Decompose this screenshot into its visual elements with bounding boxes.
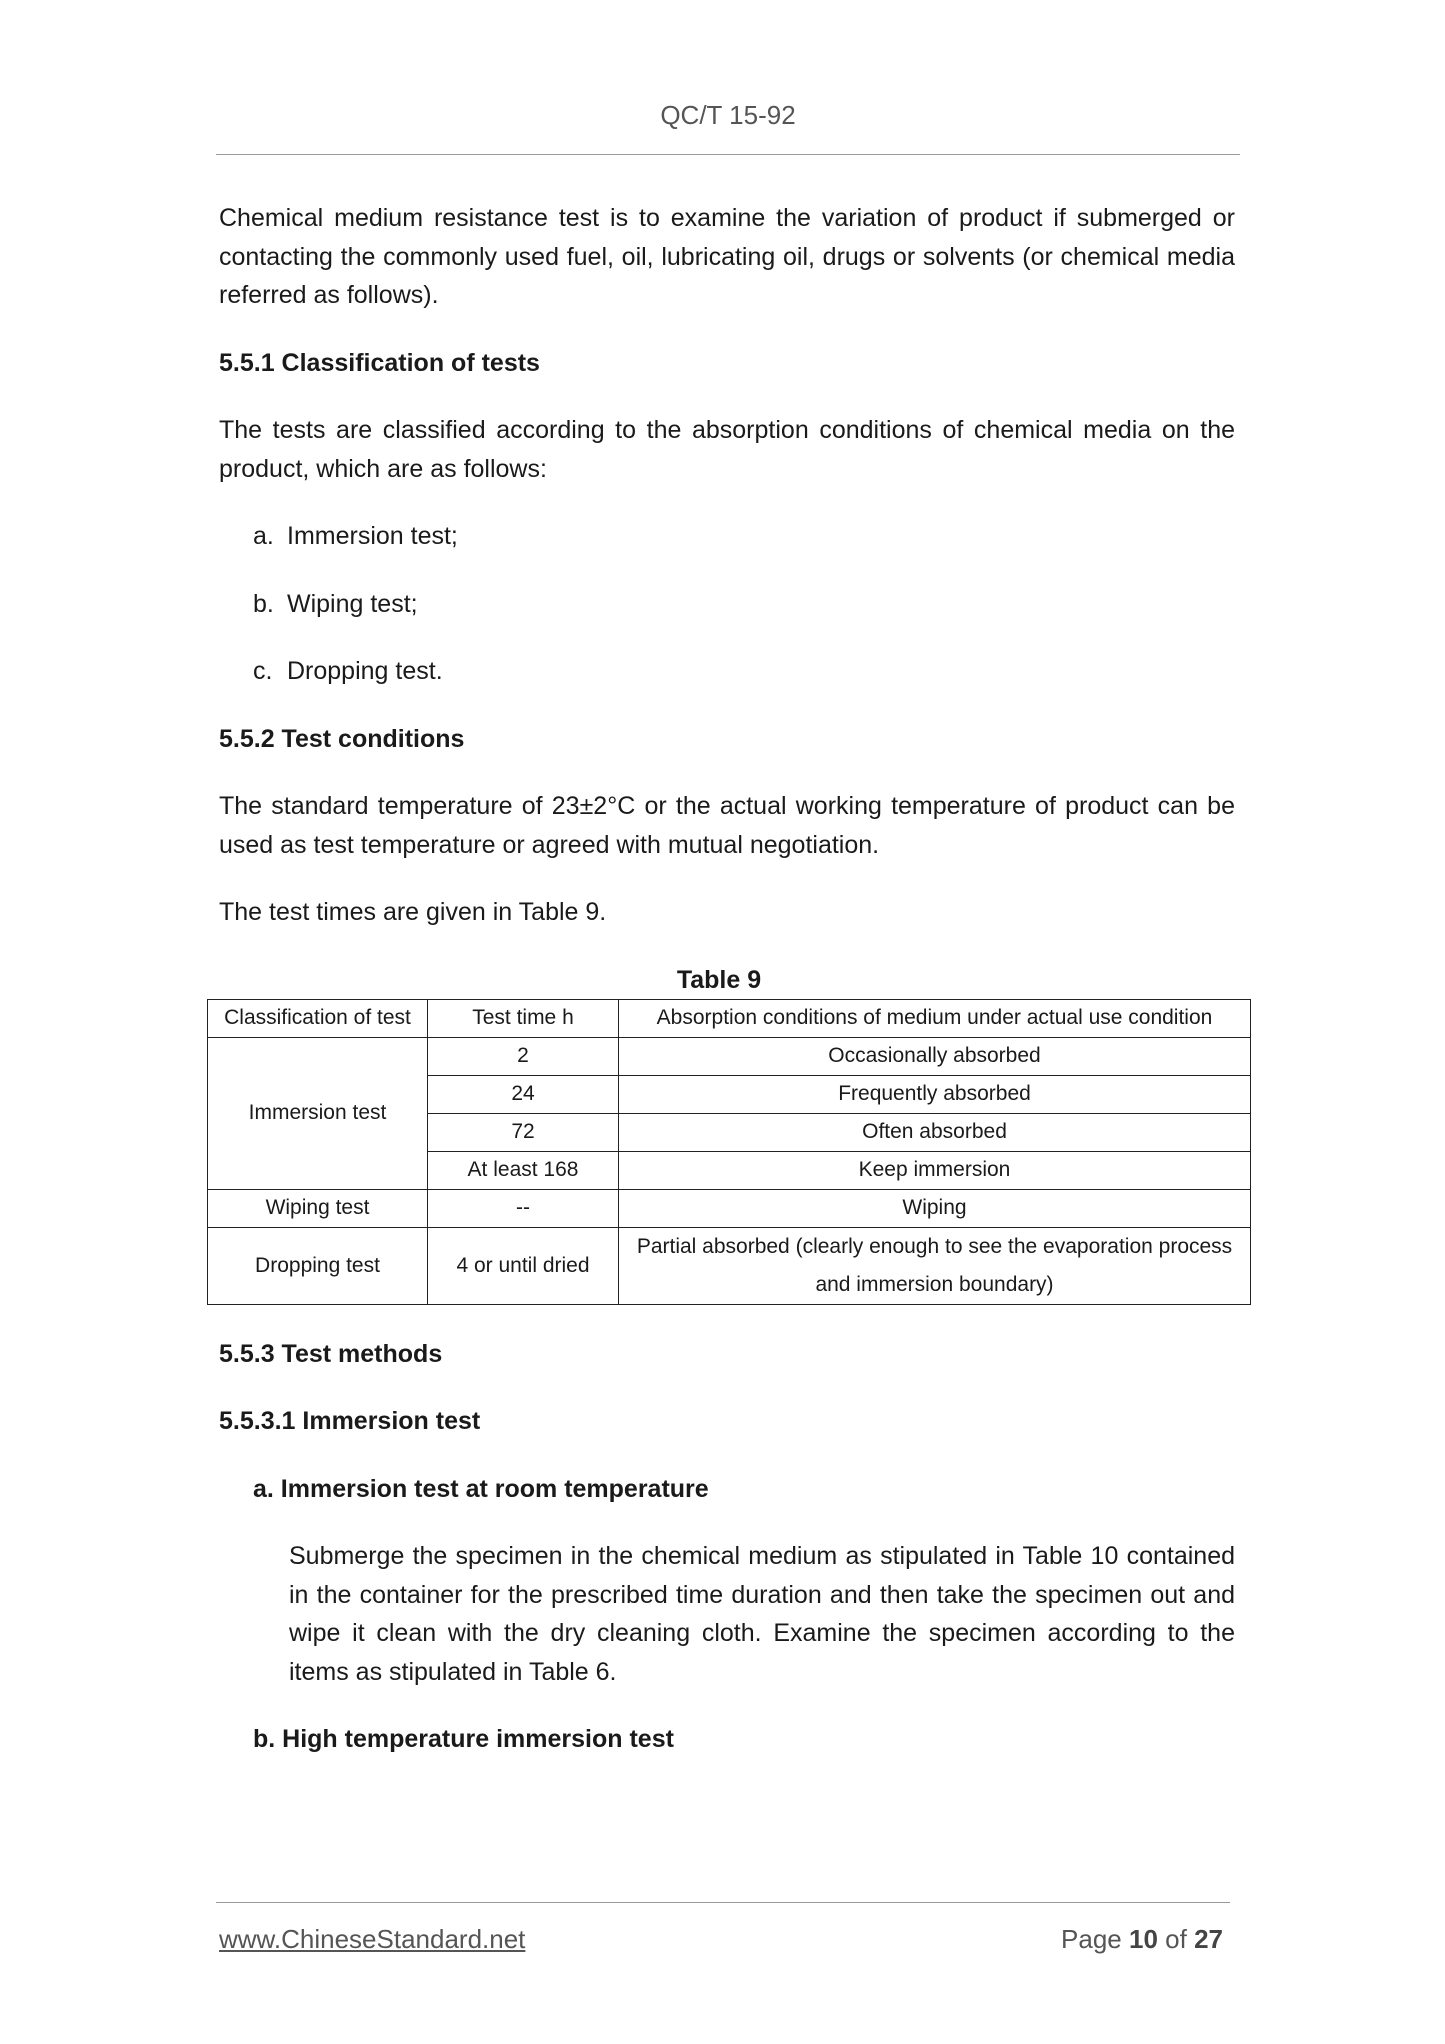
list-text: Dropping test. bbox=[287, 657, 443, 685]
page-number bbox=[1061, 1924, 1223, 1955]
test-times-table bbox=[207, 999, 1251, 1305]
list-marker: b. bbox=[253, 589, 274, 618]
test-time-cell: 24 bbox=[428, 1075, 619, 1113]
column-header: Absorption conditions of medium under actual use condition bbox=[619, 999, 1251, 1037]
section-5-5-3-1-heading: 5.5.3.1 Immersion test bbox=[219, 1407, 481, 1435]
table-row bbox=[208, 1227, 1251, 1304]
page-label: Page bbox=[1061, 1924, 1122, 1954]
section-5-5-1-paragraph: The tests are classified according to the absorption conditions of chemical media on the product, which are as follows: bbox=[219, 416, 1235, 483]
list-text: Wiping test; bbox=[287, 589, 418, 618]
table-row bbox=[208, 1189, 1251, 1227]
subsection-a-heading: a. Immersion test at room temperature bbox=[253, 1474, 709, 1503]
subsection-b-heading: b. High temperature immersion test bbox=[253, 1725, 674, 1753]
absorption-condition-cell: Keep immersion bbox=[619, 1151, 1251, 1189]
section-5-5-2-paragraph: The standard temperature of 23±2°C or the actual working temperature of product can be used as test temperature or agreed with mutual negotiation. bbox=[219, 792, 1235, 859]
table-reference-paragraph: The test times are given in Table 9. bbox=[219, 898, 607, 926]
absorption-condition-cell: Occasionally absorbed bbox=[619, 1037, 1251, 1075]
page-of-label: of bbox=[1165, 1924, 1187, 1954]
table-title: Table 9 bbox=[676, 965, 762, 994]
intro-paragraph: Chemical medium resistance test is to examine the variation of product if submerged or contacting the commonly used fuel, oil, lubricating oil, drugs or solvents (or chemical media referred as follows). bbox=[219, 204, 1235, 309]
absorption-condition-cell: Partial absorbed (clearly enough to see the evaporation process and immersion boundary) bbox=[619, 1227, 1251, 1304]
absorption-condition-cell: Frequently absorbed bbox=[619, 1075, 1251, 1113]
table-row bbox=[208, 1037, 1251, 1075]
column-header: Test time h bbox=[428, 999, 619, 1037]
test-time-cell: 2 bbox=[428, 1037, 619, 1075]
test-time-cell: -- bbox=[428, 1189, 619, 1227]
list-item bbox=[253, 517, 1235, 556]
test-time-cell: 72 bbox=[428, 1113, 619, 1151]
absorption-condition-cell: Often absorbed bbox=[619, 1113, 1251, 1151]
website-link[interactable]: www.ChineseStandard.net bbox=[219, 1924, 526, 1954]
classification-cell: Dropping test bbox=[208, 1227, 428, 1304]
subsection-a-paragraph: Submerge the specimen in the chemical medium as stipulated in Table 10 contained in the container for the prescribed time duration and then take the specimen out and wipe it clean with the dry cleaning cloth. Examine the specimen according to the items as stipulated in Table 6. bbox=[289, 1542, 1235, 1686]
absorption-condition-cell: Wiping bbox=[619, 1189, 1251, 1227]
total-pages: 27 bbox=[1194, 1924, 1223, 1954]
section-5-5-3-heading: 5.5.3 Test methods bbox=[219, 1339, 443, 1368]
document-body bbox=[219, 199, 1235, 1788]
classification-cell: Immersion test bbox=[208, 1037, 428, 1189]
list-marker: a. bbox=[253, 522, 274, 550]
current-page: 10 bbox=[1129, 1924, 1158, 1954]
section-5-5-1-heading: 5.5.1 Classification of tests bbox=[219, 348, 540, 377]
list-item bbox=[253, 652, 1235, 691]
header-divider bbox=[216, 154, 1240, 155]
test-time-cell: 4 or until dried bbox=[428, 1227, 619, 1304]
test-time-cell: At least 168 bbox=[428, 1151, 619, 1189]
column-header: Classification of test bbox=[208, 999, 428, 1037]
table-header-row bbox=[208, 999, 1251, 1037]
footer-divider bbox=[216, 1902, 1230, 1903]
list-marker: c. bbox=[253, 657, 273, 685]
classification-cell: Wiping test bbox=[208, 1189, 428, 1227]
page-header: QC/T 15-92 bbox=[660, 100, 796, 130]
list-text: Immersion test; bbox=[287, 522, 458, 550]
section-5-5-2-heading: 5.5.2 Test conditions bbox=[219, 724, 465, 753]
list-item bbox=[253, 585, 1235, 624]
